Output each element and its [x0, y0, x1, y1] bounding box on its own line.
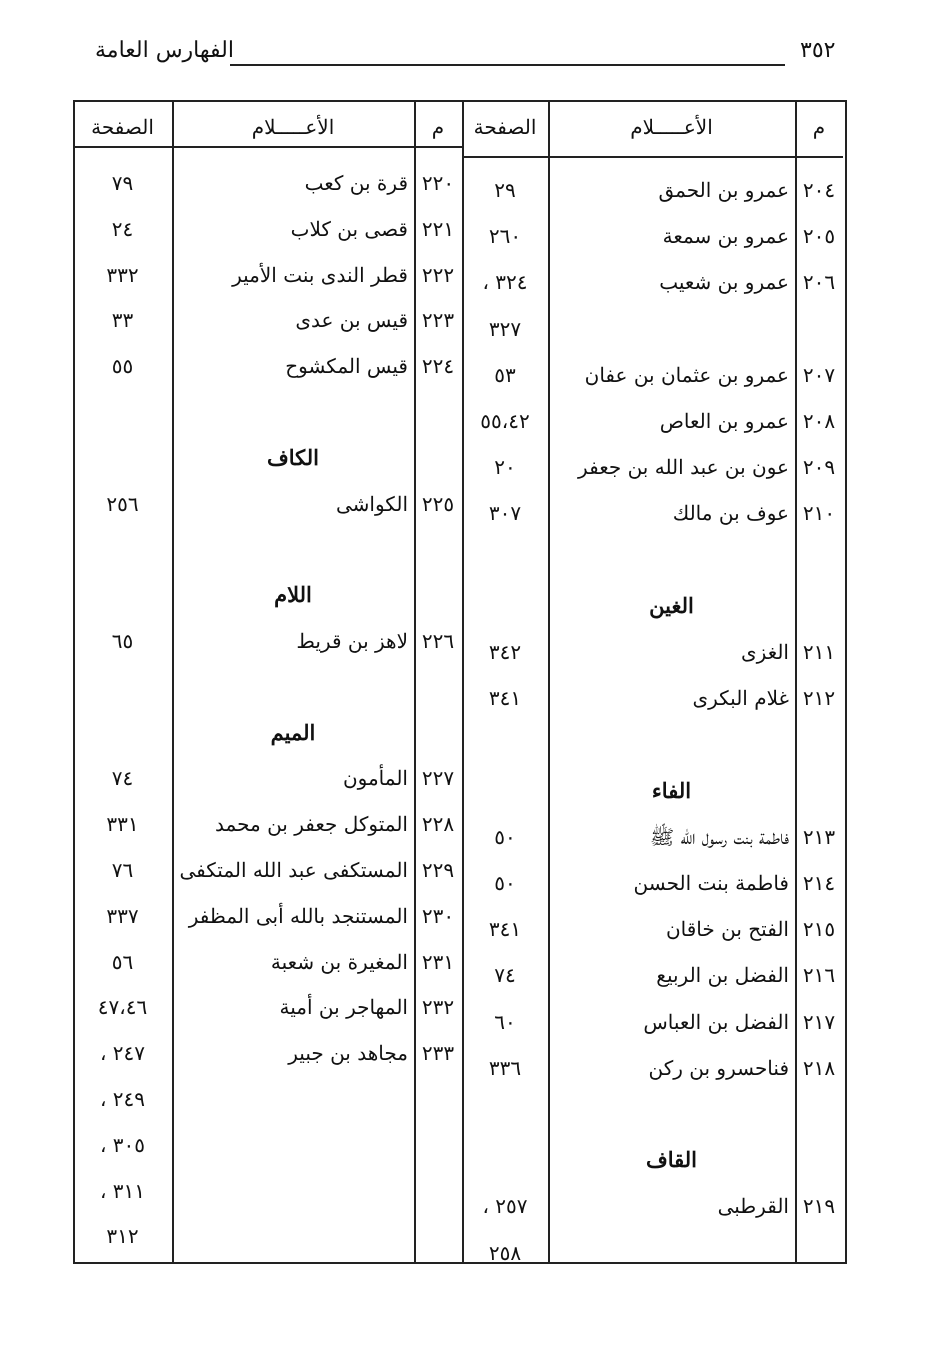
entry-number: ٢٠٩ — [802, 455, 836, 479]
entry-number: ٢١١ — [802, 640, 836, 664]
entry-pages: ٥٥،٤٢ — [480, 409, 530, 433]
entry-name: المتوكل جعفر بن محمد — [215, 812, 408, 836]
entry-number: ٢٢٦ — [421, 629, 455, 653]
entry-name: الكواشى — [335, 492, 408, 516]
entry-pages: ٣٣٧ — [106, 904, 139, 928]
entry-name: قيس المكشوح — [285, 354, 408, 378]
entry-name: القرطبى — [717, 1194, 789, 1218]
entry-name: عوف بن مالك — [672, 501, 789, 525]
header-page: الصفحة — [91, 115, 154, 139]
entry-pages: ٣٠٥ ، — [99, 1133, 146, 1157]
entry-number: ٢١٠ — [802, 501, 836, 525]
entry-pages: ٥٣ — [494, 363, 516, 387]
entry-number: ٢١٣ — [802, 825, 836, 849]
entry-pages: ٧٦ — [111, 858, 134, 882]
entry-name: عمرو بن العاص — [659, 409, 789, 433]
entry-name: فاطمة بنت الحسن — [633, 871, 789, 895]
entry-pages: ٣٤١ — [488, 917, 522, 941]
entry-name: الفتح بن خاقان — [665, 917, 789, 941]
entry-name: الغزى — [741, 640, 789, 664]
header-underline — [462, 156, 843, 158]
entry-name: قرة بن كعب — [304, 171, 408, 195]
entry-name: فناحسرو بن ركن — [648, 1056, 789, 1080]
entry-name: مجاهد بن جبير — [288, 1041, 408, 1065]
entry-pages: ٣٣٦ — [488, 1056, 522, 1080]
entry-name: لاهز بن قريط — [296, 629, 408, 653]
entry-name: عمرو بن الحمق — [658, 178, 789, 202]
entry-pages: ٢٩ — [494, 178, 516, 202]
entry-pages: ٤٧،٤٦ — [97, 995, 148, 1019]
entry-name: المستنجد بالله أبى المظفر — [188, 904, 408, 928]
entry-pages: ٢٥٧ ، — [482, 1194, 528, 1218]
entry-pages: ٥٠ — [494, 871, 516, 895]
entry-number: ٢٢٢ — [421, 263, 455, 287]
entry-name: غلام البكرى — [692, 686, 789, 710]
section-heading: الغين — [649, 593, 694, 618]
entry-number: ٢١٦ — [802, 963, 836, 987]
section-heading: الفاء — [651, 778, 692, 803]
header-name: الأعـــــلام — [251, 115, 335, 139]
entry-pages: ٣٠٧ — [488, 501, 522, 525]
entry-number: ٢٠٨ — [802, 409, 836, 433]
entry-name: المأمون — [342, 766, 408, 790]
section-heading: اللام — [274, 582, 312, 607]
entry-name: المستكفى عبد الله المتكفى — [179, 858, 408, 882]
entry-pages: ٢٤٧ ، — [99, 1041, 146, 1065]
entry-number: ٢١٢ — [802, 686, 836, 710]
running-title: الفهارس العامة — [95, 38, 234, 63]
entry-pages: ٣٣٢ — [106, 263, 139, 287]
header-rule — [230, 64, 785, 66]
entry-name: الفضل بن الربيع — [656, 963, 789, 987]
entry-number: ٢٢٣ — [421, 308, 455, 332]
entry-pages: ٣٢٤ ، — [482, 270, 528, 294]
section-heading: الميم — [270, 720, 316, 745]
entry-name: عون بن عبد الله بن جعفر — [578, 455, 789, 479]
entry-name: فاطمة بنت رسول الله ﷺ — [649, 825, 789, 849]
entry-number: ٢٠٧ — [802, 363, 836, 387]
header-page: الصفحة — [473, 115, 537, 139]
entry-number: ٢٠٥ — [802, 224, 836, 248]
entry-pages: ٥٠ — [494, 825, 516, 849]
entry-pages: ٥٥ — [111, 354, 134, 378]
entry-pages: ٣٤١ — [488, 686, 522, 710]
section-heading: الكاف — [267, 445, 319, 470]
entry-number: ٢٢٩ — [421, 858, 455, 882]
entry-number: ٢٢٧ — [421, 766, 455, 790]
entry-pages: ٣٣ — [111, 308, 134, 332]
entry-pages: ٣٤٢ — [488, 640, 522, 664]
entry-pages: ٣٢٧ — [488, 317, 522, 341]
entry-number: ٢٣٠ — [421, 904, 455, 928]
entry-name: عمرو بن سمعة — [662, 224, 789, 248]
entry-pages: ٧٤ — [111, 766, 134, 790]
entry-pages: ٦٥ — [111, 629, 134, 653]
entry-name: قطر الندى بنت الأمير — [232, 263, 408, 287]
entry-number: ٢١٨ — [802, 1056, 836, 1080]
entry-name: المهاجر بن أمية — [279, 995, 408, 1019]
entry-pages: ٢٦٠ — [488, 224, 522, 248]
entry-number: ٢٠٦ — [802, 270, 836, 294]
entry-pages: ٢٥٦ — [106, 492, 139, 516]
entry-number: ٢٢٥ — [421, 492, 455, 516]
header-num: م — [812, 115, 826, 139]
entry-number: ٢٢١ — [421, 217, 455, 241]
entry-pages: ٣١١ ، — [99, 1179, 146, 1203]
entry-name: قيس بن عدى — [295, 308, 408, 332]
entry-number: ٢١٤ — [802, 871, 836, 895]
entry-pages: ٣٣١ — [106, 812, 139, 836]
entry-pages: ٧٤ — [494, 963, 516, 987]
entry-number: ٢٣١ — [421, 950, 455, 974]
entry-name: قصى بن كلاب — [290, 217, 408, 241]
entry-number: ٢٢٤ — [421, 354, 455, 378]
entry-pages: ٦٠ — [494, 1010, 516, 1034]
entry-name: عمرو بن عثمان بن عفان — [584, 363, 789, 387]
entry-pages: ٥٦ — [111, 950, 134, 974]
col-sep-name — [548, 100, 550, 1262]
entry-pages: ٢٤ — [111, 217, 134, 241]
entry-number: ٢٠٤ — [802, 178, 836, 202]
entry-pages: ٢٥٨ — [488, 1241, 522, 1265]
entry-number: ٢١٩ — [802, 1194, 836, 1218]
entry-number: ٢٣٢ — [421, 995, 455, 1019]
entry-number: ٢١٧ — [802, 1010, 836, 1034]
entry-number: ٢٣٣ — [421, 1041, 455, 1065]
section-heading: القاف — [645, 1147, 698, 1172]
entry-pages: ٣١٢ — [106, 1224, 139, 1248]
entry-pages: ٧٩ — [111, 171, 134, 195]
entry-number: ٢٢٠ — [421, 171, 455, 195]
entry-pages: ٢٤٩ ، — [99, 1087, 146, 1111]
header-name: الأعـــــلام — [630, 115, 713, 139]
header-num: م — [431, 115, 445, 139]
entry-name: عمرو بن شعيب — [659, 270, 789, 294]
entry-pages: ٢٠ — [494, 455, 516, 479]
header-underline — [73, 146, 462, 148]
page-number: ٣٥٢ — [800, 38, 836, 63]
entry-name: المغيرة بن شعبة — [270, 950, 408, 974]
entry-name: الفضل بن العباس — [643, 1010, 789, 1034]
entry-number: ٢١٥ — [802, 917, 836, 941]
col-sep-name — [172, 100, 174, 1262]
entry-number: ٢٢٨ — [421, 812, 455, 836]
